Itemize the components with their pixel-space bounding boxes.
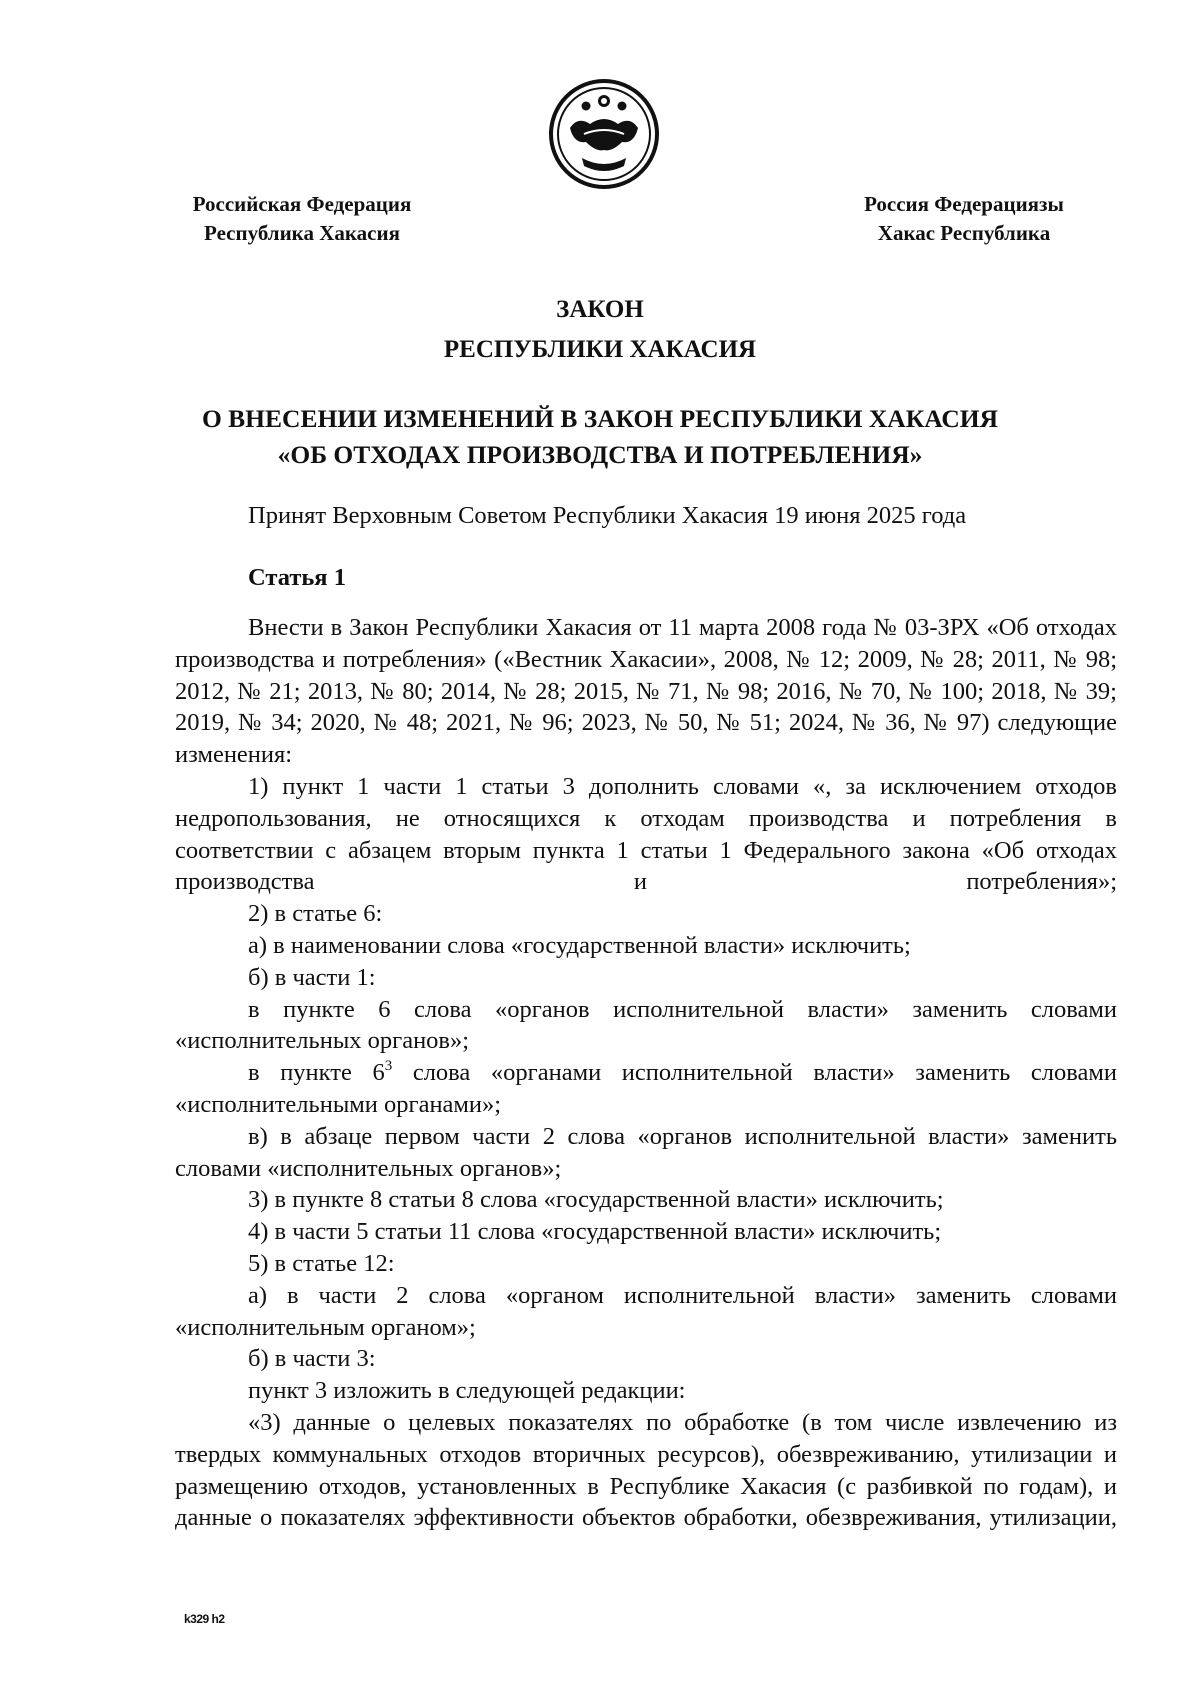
document-type-title: ЗАКОН bbox=[556, 296, 644, 323]
footer-code: k329 h2 bbox=[184, 1612, 225, 1626]
paragraph-item-5b-1: пункт 3 изложить в следующей редакции: bbox=[248, 1377, 686, 1405]
paragraph-intro: Внести в Закон Республики Хакасия от 11 марта 2008 года № 03-ЗРХ «Об отходах производства и потребления» («Вестник Хакасии», 2008, № 12; 2009, № 28; 2011, № 98; 2012, № 21; 2013, № 80; 2014, № 28; 2015, № 71, № 98; 2016, № 70, № 100; 2018, № 39; 2019, № 34; 2020, № 48; 2021, № 96; 2023, № 50, № 51; 2024, № 36, № 97) следующие изменения: bbox=[175, 614, 1117, 769]
header-left-line1: Российская Федерация bbox=[192, 192, 412, 216]
law-name-line1: О ВНЕСЕНИИ ИЗМЕНЕНИЙ В ЗАКОН РЕСПУБЛИКИ ХАКАСИЯ bbox=[201, 404, 999, 433]
header-left-block bbox=[176, 190, 428, 248]
paragraph-item-5a: а) в части 2 слова «органом исполнительной власти» заменить словами «исполнительным органом»; bbox=[175, 1281, 1117, 1341]
paragraph-item-2b-2-rest: слова «органами исполнительной власти» заменить словами «исполнительными органами»; bbox=[175, 1059, 1118, 1118]
paragraph-item-2b-2 bbox=[175, 1057, 1117, 1121]
paragraph-item-3: 3) в пункте 8 статьи 8 слова «государственной власти» исключить; bbox=[248, 1186, 944, 1214]
paragraph-item-5: 5) в статье 12: bbox=[248, 1249, 395, 1277]
article-body bbox=[175, 612, 1117, 1534]
paragraph-item-4: 4) в части 5 статьи 11 слова «государственной власти» исключить; bbox=[248, 1218, 942, 1246]
paragraph-item-2a: а) в наименовании слова «государственной власти» исключить; bbox=[248, 931, 911, 959]
paragraph-item-5b: б) в части 3: bbox=[248, 1345, 376, 1373]
paragraph-item-2b-2-start: в пункте 6 bbox=[248, 1059, 385, 1087]
header-right-block bbox=[838, 190, 1090, 248]
article-heading: Статья 1 bbox=[248, 564, 346, 591]
adoption-note: Принят Верховным Советом Республики Хакасия 19 июня 2025 года bbox=[248, 502, 967, 529]
paragraph-item-2b-1: в пункте 6 слова «органов исполнительной власти» заменить словами «исполнительных органов»; bbox=[175, 995, 1117, 1055]
header-right-line1: Россия Федерациязы bbox=[864, 192, 1064, 216]
paragraph-quoted-item-3: «3) данные о целевых показателях по обработке (в том числе извлечению из твердых коммунальных отходов вторичных ресурсов), обезвреживанию, утилизации и размещению отходов, установленных в Республике Хакасия (с разбивкой по годам), и данные о показателях эффективности объектов обработки, обезвреживания, утилизации, bbox=[175, 1408, 1117, 1532]
paragraph-item-2c: в) в абзаце первом части 2 слова «органов исполнительной власти» заменить словами «исполнительных органов»; bbox=[175, 1122, 1117, 1182]
paragraph-item-2: 2) в статье 6: bbox=[248, 900, 383, 928]
paragraph-item-2b: б) в части 1: bbox=[248, 963, 376, 991]
paragraph-item-1: 1) пункт 1 части 1 статьи 3 дополнить словами «, за исключением отходов недропользования, не относящихся к отходам производства и потребления в соответствии с абзацем вторым пункта 1 статьи 1 Федерального закона «Об отходах производства и потребления»; bbox=[175, 772, 1117, 896]
republic-of-khakassia-emblem-icon bbox=[548, 78, 660, 190]
law-name-line2: «ОБ ОТХОДАХ ПРОИЗВОДСТВА И ПОТРЕБЛЕНИЯ» bbox=[277, 440, 923, 469]
document-issuer-title: РЕСПУБЛИКИ ХАКАСИЯ bbox=[443, 336, 757, 363]
header-right-line2: Хакас Республика bbox=[877, 221, 1051, 245]
header-left-line2: Республика Хакасия bbox=[204, 221, 400, 245]
superscript: 3 bbox=[384, 1058, 393, 1075]
